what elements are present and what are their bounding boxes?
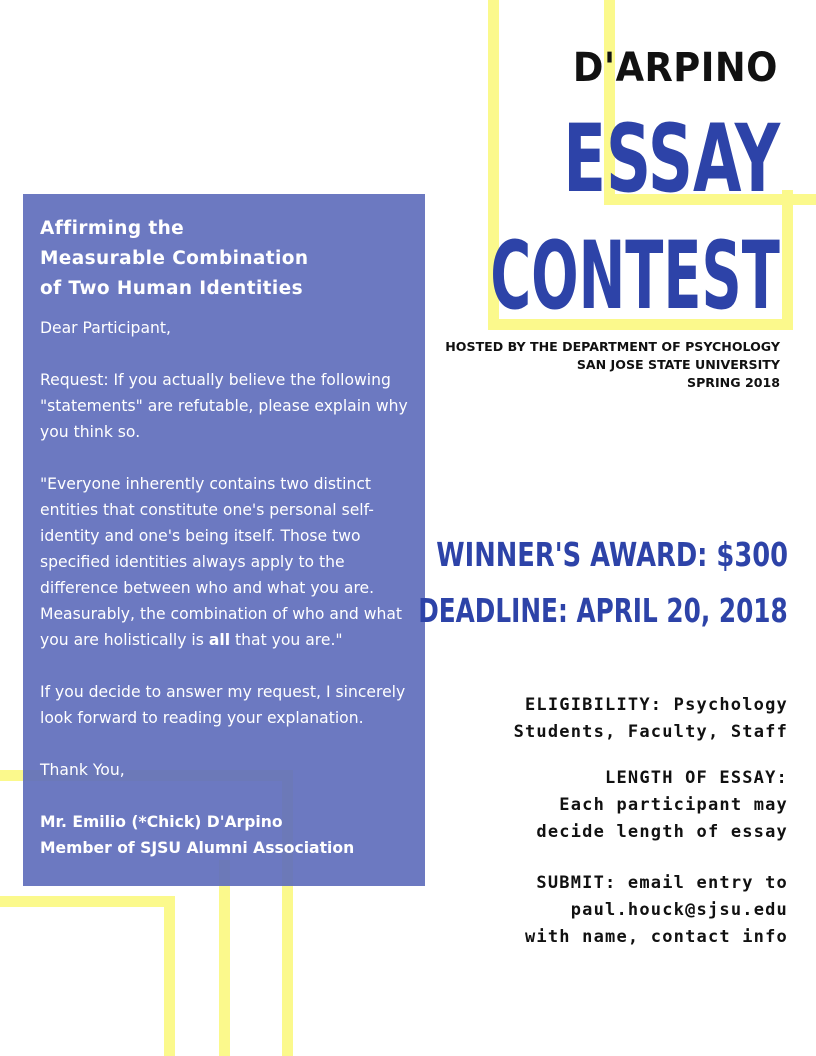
decor-line — [164, 896, 175, 1056]
closing-request: If you decide to answer my request, I sincerely look forward to reading your explanation. — [40, 683, 406, 727]
eligibility-line: ELIGIBILITY: Psychology — [524, 695, 788, 715]
signature — [40, 809, 409, 861]
submit-block — [525, 870, 788, 951]
length-line: LENGTH OF ESSAY: — [605, 768, 788, 788]
quote-text-end: that you are." — [230, 631, 343, 649]
headline-contest: CONTEST — [490, 222, 780, 331]
decor-line — [219, 860, 230, 1056]
letter-title — [40, 214, 409, 304]
submit-line: SUBMIT: email entry to — [536, 873, 788, 893]
quote-bold-word: all — [208, 631, 231, 649]
host-info — [445, 338, 780, 392]
quote-text — [40, 471, 409, 653]
eligibility-line: Students, Faculty, Staff — [513, 722, 788, 742]
eligibility-block — [514, 692, 788, 746]
letter-title-line: of Two Human Identities — [40, 278, 304, 299]
salutation: Dear Participant, — [40, 319, 171, 337]
signature-affiliation: Member of SJSU Alumni Association — [40, 839, 355, 857]
letter-panel — [23, 194, 425, 886]
submit-email: paul.houck@sjsu.edu — [570, 900, 788, 920]
host-line: SPRING 2018 — [687, 375, 780, 390]
quote-text-start: "Everyone inherently contains two distinct entities that constitute one's personal self-identity and one's being itself. Those two specified identities always apply to the difference between who and what you are. Measurably, the combination of who and what you are holistically is — [40, 475, 403, 649]
signature-name: Mr. Emilio (*Chick) D'Arpino — [40, 813, 283, 831]
thanks-text: Thank You, — [40, 761, 125, 779]
length-block — [536, 765, 788, 846]
letter-title-line: Affirming the — [40, 218, 185, 239]
length-line: Each participant may — [559, 795, 788, 815]
decor-line — [782, 190, 793, 330]
request-text: Request: If you actually believe the following "statements" are refutable, please explain why you think so. — [40, 371, 408, 441]
headline-name: D'ARPINO — [572, 45, 778, 91]
letter-title-line: Measurable Combination — [40, 248, 309, 269]
deadline-text: DEADLINE: APRIL 20, 2018 — [418, 591, 788, 630]
host-line: SAN JOSE STATE UNIVERSITY — [576, 357, 780, 372]
host-line: HOSTED BY THE DEPARTMENT OF PSYCHOLOGY — [445, 339, 780, 354]
headline-essay: ESSAY — [563, 105, 780, 214]
length-line: decide length of essay — [536, 822, 788, 842]
award-text: WINNER'S AWARD: $300 — [436, 535, 788, 574]
decor-line — [0, 896, 175, 907]
submit-line: with name, contact info — [524, 927, 788, 947]
